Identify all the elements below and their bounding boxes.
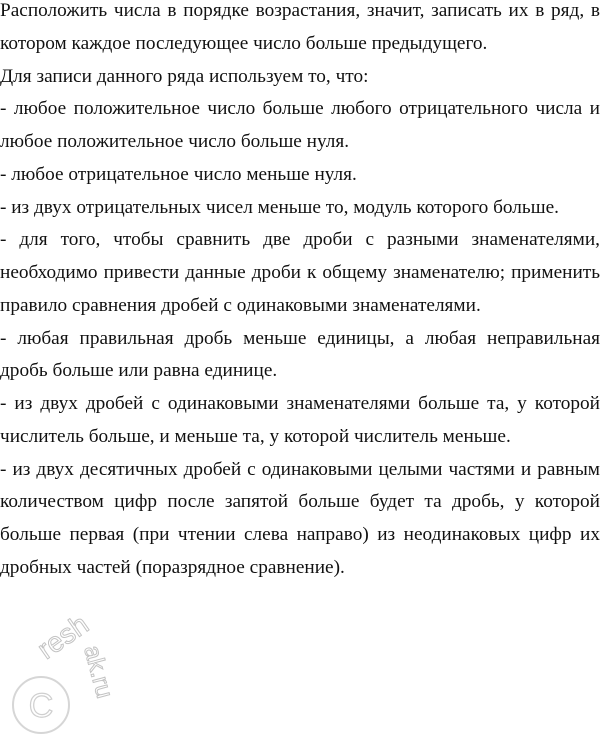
svg-text:ak.ru: ak.ru — [78, 642, 119, 702]
svg-text:C: C — [28, 687, 54, 725]
paragraph: - из двух отрицательных чисел меньше то, модуль которого больше. — [0, 196, 559, 218]
paragraph: - любое положительное число больше любого отрицательного числа и любое положительное число больше нуля. — [0, 98, 600, 152]
watermark-logo — [6, 600, 146, 750]
paragraph: - любое отрицательное число меньше нуля. — [0, 163, 357, 185]
paragraph: Расположить числа в порядке возрастания, значит, записать их в ряд, в котором каждое последующее число больше предыдущего. — [0, 0, 600, 54]
paragraph: - для того, чтобы сравнить две дроби с разными знаменателями, необходимо привести данные дроби к общему знаменателю; применить правило сравнения дробей с одинаковыми знаменателями. — [0, 229, 600, 316]
paragraph: - из двух десятичных дробей с одинаковыми целыми частями и равным количеством цифр после запятой больше будет та дробь, у которой больше первая (при чтении слева направо) из неодинаковых цифр их дробных частей (поразрядное сравнение). — [0, 458, 600, 578]
paragraph: Для записи данного ряда используем то, что: — [0, 65, 369, 87]
paragraph: - любая правильная дробь меньше единицы, а любая неправильная дробь больше или равна единице. — [0, 327, 600, 382]
paragraph: - из двух дробей с одинаковыми знаменателями больше та, у которой числитель больше, и меньше та, у которой числитель меньше. — [0, 393, 600, 447]
svg-text:resh: resh — [31, 608, 95, 665]
